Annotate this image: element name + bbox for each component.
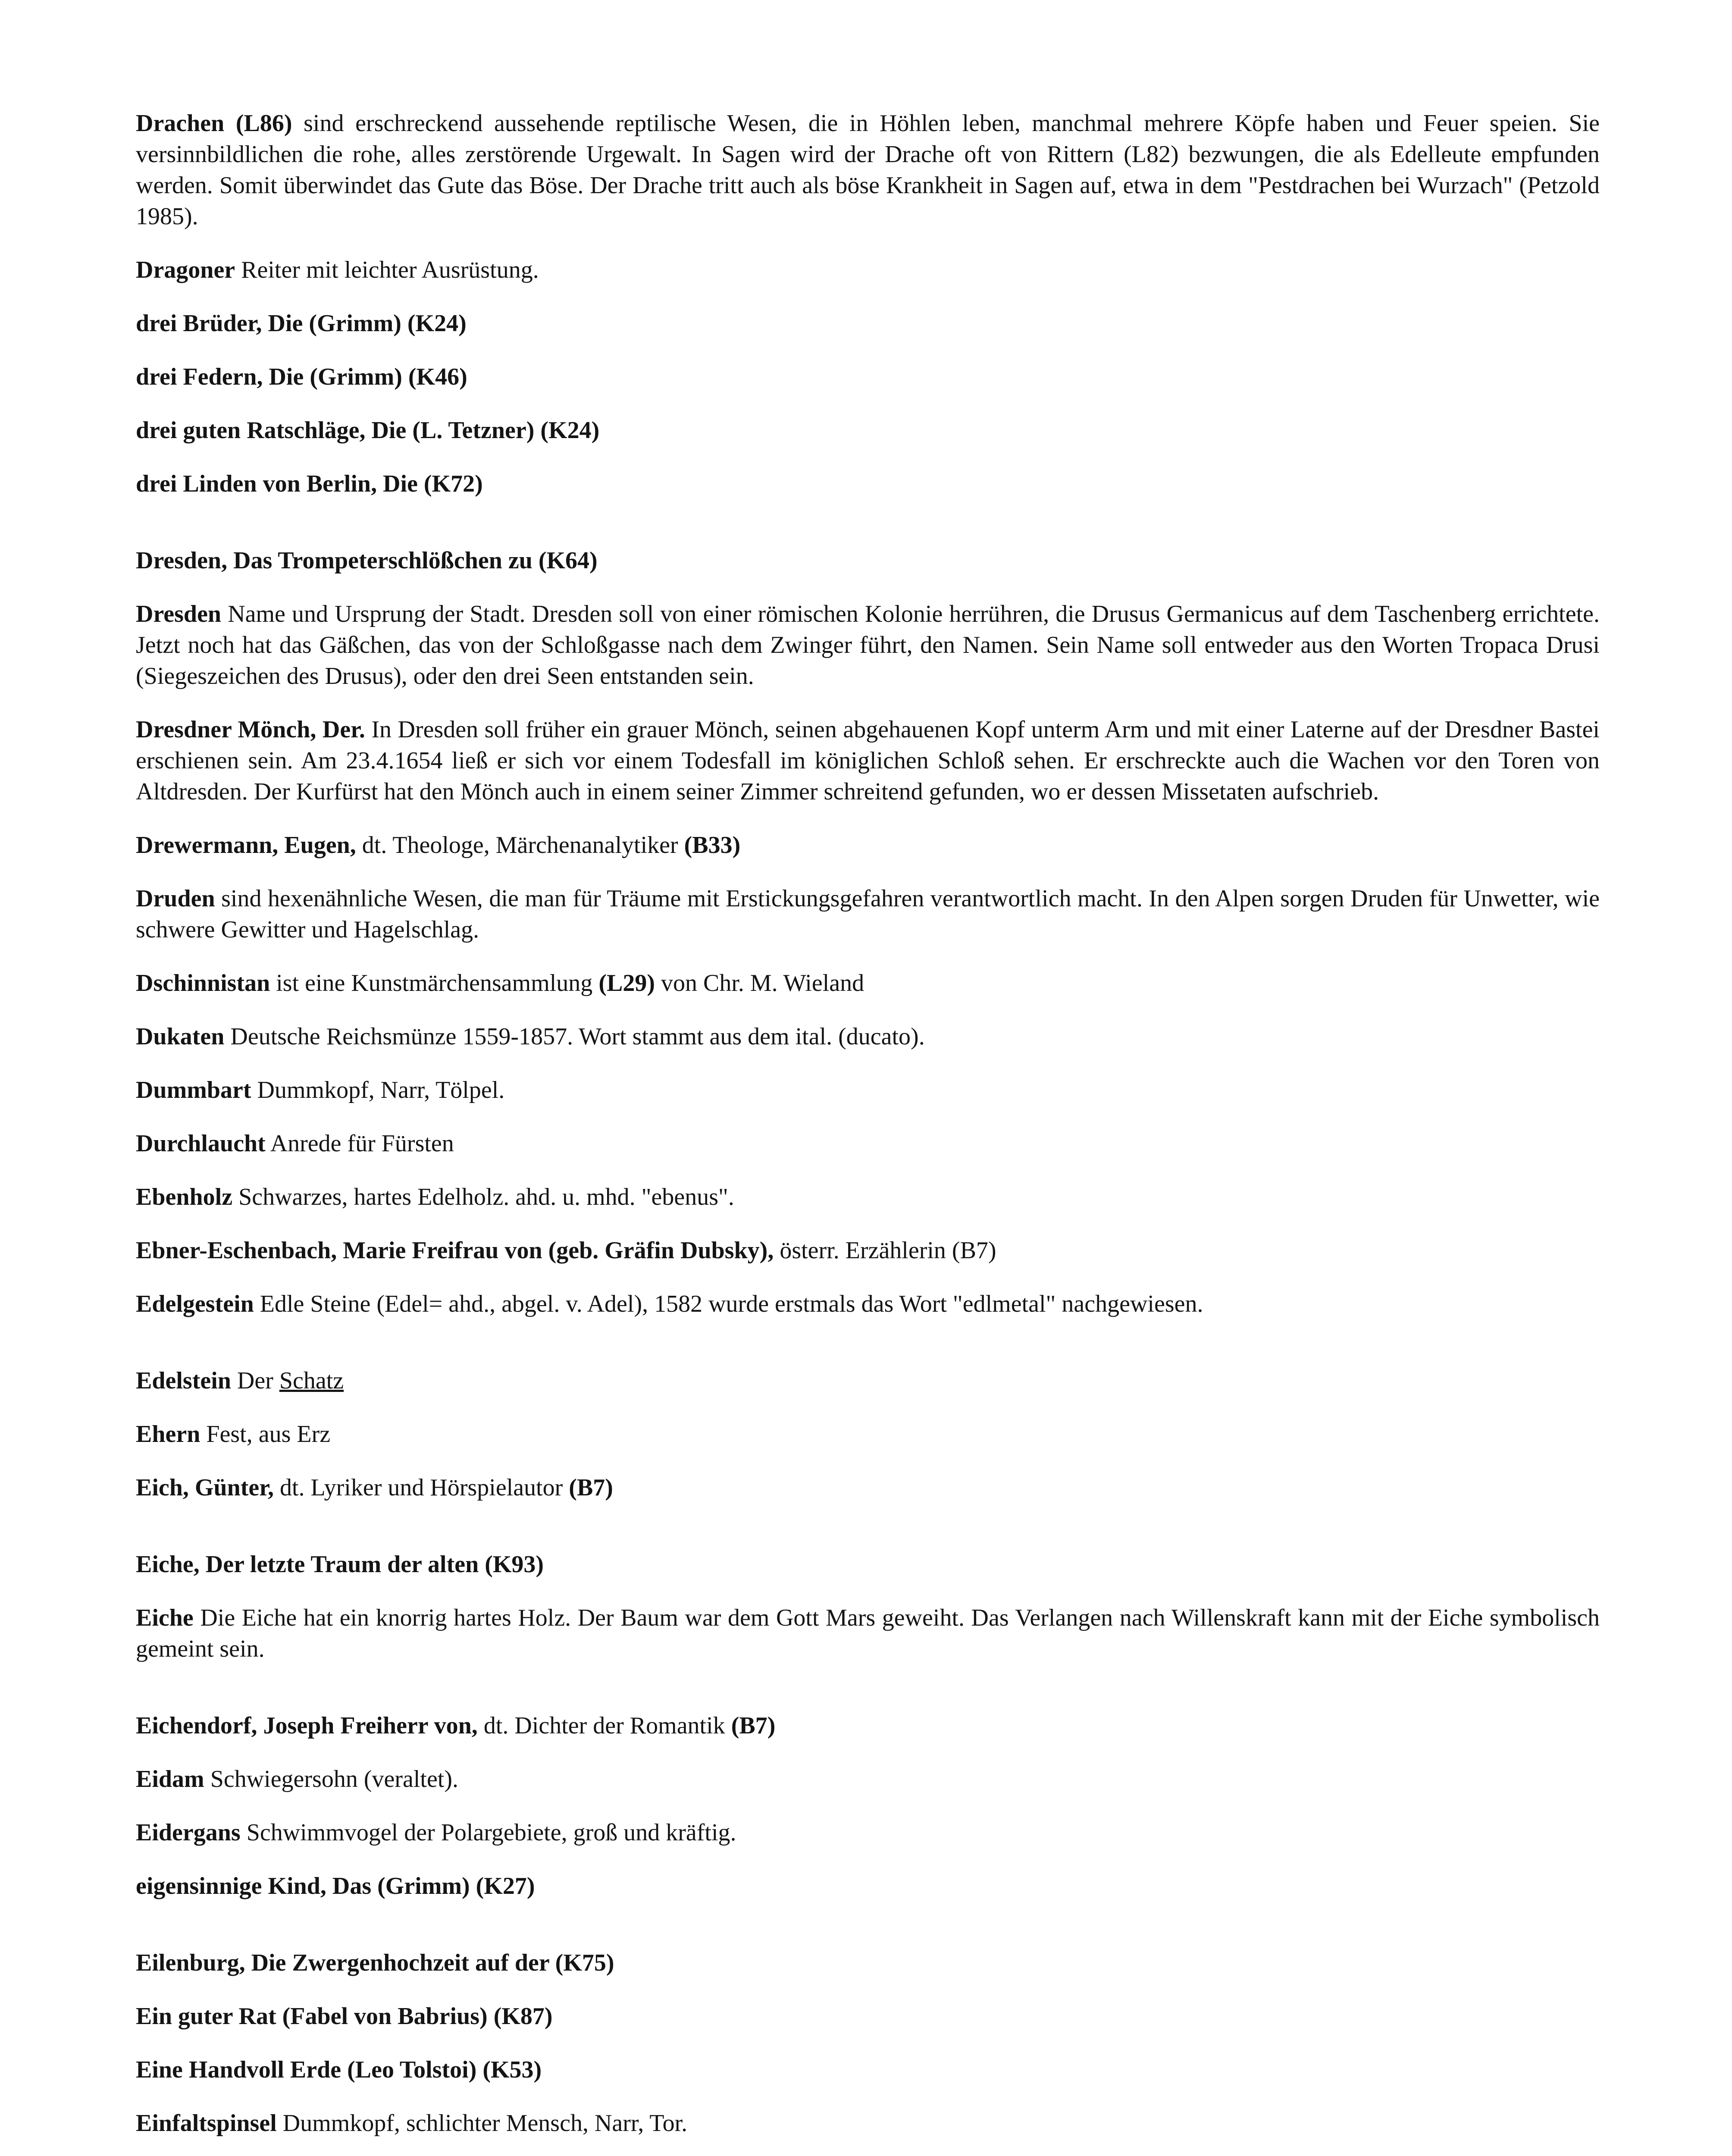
entry-drei-brueder [136,308,1600,339]
entry-eine-handvoll-erde [136,2054,1600,2085]
entry-definition: Die Eiche hat ein knorrig hartes Holz. Der Baum war dem Gott Mars geweiht. Das Verlangen nach Willenskraft kann mit der Eiche symbolisch gemeint sein. [136,1604,1600,1662]
entry-eigensinnige-kind [136,1871,1600,1902]
entry-definition: Dummkopf, schlichter Mensch, Narr, Tor. [276,2110,688,2137]
entry-term: Dummbart [136,1077,251,1103]
entry-term: Dukaten [136,1023,225,1050]
entry-term: Durchlaucht [136,1130,266,1157]
entry-edelgestein [136,1288,1600,1319]
entry-term: drei Federn, Die (Grimm) (K46) [136,364,467,390]
entry-eidergans [136,1817,1600,1848]
entry-ehern [136,1419,1600,1450]
entry-term: Dragoner [136,257,235,283]
entry-ebenholz [136,1181,1600,1213]
entry-dummbart [136,1075,1600,1106]
entry-term: Ein guter Rat (Fabel von Babrius) (K87) [136,2003,553,2030]
entry-definition: Anrede für Fürsten [265,1130,454,1157]
entry-term: Eich, Günter, [136,1474,274,1501]
entry-druden [136,883,1600,945]
entry-term: Edelstein [136,1367,231,1394]
entry-edelstein [136,1365,1600,1396]
entry-term: Eiche, Der letzte Traum der alten (K93) [136,1551,544,1578]
entry-eichendorf [136,1710,1600,1741]
entry-dresden-trompeterschloesschen [136,545,1600,576]
entry-term: Eine Handvoll Erde (Leo Tolstoi) (K53) [136,2056,542,2083]
entry-definition: Schwimmvogel der Polargebiete, groß und kräftig. [240,1819,736,1846]
entry-term: Eiche [136,1604,194,1631]
entry-drei-federn [136,361,1600,392]
entry-dresdner-moench [136,714,1600,807]
entry-definition: österr. Erzählerin (B7) [774,1237,996,1264]
entry-definition: sind hexenähnliche Wesen, die man für Träume mit Erstickungsgefahren verantwortlich macht. In den Alpen sorgen Druden für Unwetter, wie schwere Gewitter und Hagelschlag. [136,885,1600,943]
entry-definition: In Dresden soll früher ein grauer Mönch, seinen abgehauenen Kopf unterm Arm und mit einer Laterne auf der Dresdner Bastei erschienen sein. Am 23.4.1654 ließ er sich vor einem Todesfall im königlichen Schloß sehen. Er erschreckte auch die Wachen vor den Toren von Altdresden. Der Kurfürst hat den Mönch auch in einem seiner Zimmer schreitend gefunden, wo er dessen Missetaten aufschrieb. [136,716,1600,805]
entry-eiche-traum [136,1549,1600,1580]
entry-definition: Der [231,1367,279,1394]
entry-definition: Name und Ursprung der Stadt. Dresden soll von einer römischen Kolonie herrühren, die Drusus Germanicus auf dem Taschenberg errichtete. Jetzt noch hat das Gäßchen, das von der Schloßgasse nach dem Zwinger führt, den Namen. Sein Name soll entweder aus den Worten Tropaca Drusi (Siegeszeichen des Drusus), oder den drei Seen entstanden sein. [136,601,1600,689]
entry-ebner-eschenbach [136,1235,1600,1266]
entry-term: Edelgestein [136,1291,254,1317]
entry-definition: Schwiegersohn (veraltet). [204,1766,459,1792]
entry-dschinnistan [136,968,1600,999]
entry-definition: dt. Dichter der Romantik [477,1712,731,1739]
entry-term: Dresden, Das Trompeterschlößchen zu (K64) [136,547,598,574]
entry-definition: Dummkopf, Narr, Tölpel. [251,1077,505,1103]
entry-term: Ehern [136,1421,200,1448]
entry-reference: (B7) [569,1474,613,1501]
cross-reference-link[interactable]: Schatz [279,1367,344,1394]
entry-eich [136,1472,1600,1503]
entry-term: Ebenholz [136,1184,233,1210]
entry-eidam [136,1764,1600,1795]
entry-definition: Deutsche Reichsmünze 1559-1857. Wort stammt aus dem ital. (ducato). [224,1023,925,1050]
entry-term: Eichendorf, Joseph Freiherr von, [136,1712,478,1739]
entry-definition: Reiter mit leichter Ausrüstung. [235,257,539,283]
entry-term: Eilenburg, Die Zwergenhochzeit auf der (K75) [136,1949,614,1976]
entry-term: Drewermann, Eugen, [136,832,356,859]
entry-term: eigensinnige Kind, Das (Grimm) (K27) [136,1873,535,1899]
entry-definition: dt. Lyriker und Hörspielautor [273,1474,569,1501]
entry-dragoner [136,254,1600,285]
entry-definition: ist eine Kunstmärchensammlung [270,970,599,997]
entry-definition-cont: von Chr. M. Wieland [655,970,864,997]
entry-definition: Edle Steine (Edel= ahd., abgel. v. Adel), 1582 wurde erstmals das Wort "edlmetal" nachgewiesen. [254,1291,1203,1317]
entry-term: Druden [136,885,215,912]
entry-term: Drachen (L86) [136,110,292,137]
entry-term: Eidam [136,1766,204,1792]
entry-term: Dresden [136,601,222,627]
entry-drei-linden [136,468,1600,499]
entry-eilenburg [136,1947,1600,1978]
entry-einfaltspinsel [136,2108,1600,2139]
entry-definition: sind erschreckend aussehende reptilische Wesen, die in Höhlen leben, manchmal mehrere Köpfe haben und Feuer speien. Sie versinnbildlichen die rohe, alles zerstörende Urgewalt. In Sagen wird der Drache oft von Rittern (L82) bezwungen, die als Edelleute empfunden werden. Somit überwindet das Gute das Böse. Der Drache tritt auch als böse Krankheit in Sagen auf, etwa in dem "Pestdrachen bei Wurzach" (Petzold 1985). [136,110,1600,230]
glossary-content [136,108,1600,2156]
entry-reference: (B7) [731,1712,776,1739]
entry-definition: dt. Theologe, Märchenanalytiker [356,832,684,859]
entry-term: drei guten Ratschläge, Die (L. Tetzner) (K24) [136,417,600,444]
entry-drei-ratschlaege [136,415,1600,446]
entry-ein-guter-rat [136,2001,1600,2032]
entry-term: Eidergans [136,1819,241,1846]
entry-dresden [136,599,1600,692]
entry-term: Dresdner Mönch, Der. [136,716,365,743]
entry-eiche [136,1602,1600,1664]
entry-term: drei Linden von Berlin, Die (K72) [136,470,483,497]
entry-term: Dschinnistan [136,970,270,997]
entry-drewermann [136,830,1600,861]
entry-durchlaucht [136,1128,1600,1159]
entry-dukaten [136,1021,1600,1052]
entry-definition: Fest, aus Erz [200,1421,331,1448]
entry-reference: (B33) [684,832,741,859]
entry-reference: (L29) [598,970,655,997]
entry-term: drei Brüder, Die (Grimm) (K24) [136,310,467,337]
entry-drachen [136,108,1600,232]
entry-term: Ebner-Eschenbach, Marie Freifrau von (geb. Gräfin Dubsky), [136,1237,774,1264]
entry-definition: Schwarzes, hartes Edelholz. ahd. u. mhd. "ebenus". [232,1184,734,1210]
entry-term: Einfaltspinsel [136,2110,277,2137]
